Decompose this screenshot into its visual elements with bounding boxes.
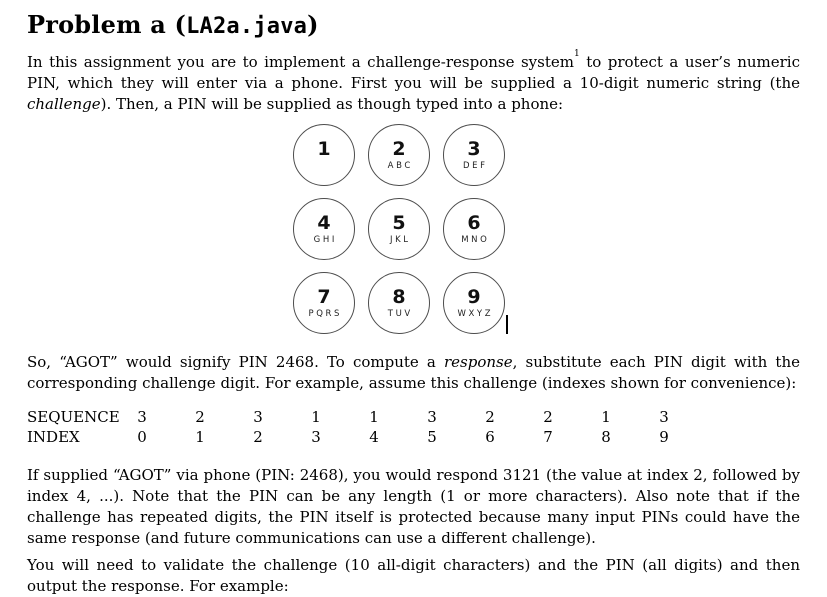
table-cell: 3	[311, 428, 321, 446]
key-letters: MNO	[461, 234, 490, 245]
table-cell: 5	[427, 428, 437, 446]
table-cell: 2	[485, 408, 495, 426]
table-cell: 1	[311, 408, 321, 426]
key-letters	[323, 160, 326, 172]
so-text-2: , substitute each PIN digit with the corresponding challenge digit. For example, assume this challenge (indexes shown for convenience):	[27, 353, 800, 392]
table-cell: 0	[137, 428, 147, 446]
table-cell: 3	[427, 408, 437, 426]
phone-keypad	[293, 124, 505, 334]
text-cursor	[506, 315, 508, 334]
key-digit: 2	[392, 137, 406, 160]
sequence-row	[27, 407, 800, 427]
key-digit: 1	[317, 137, 331, 160]
key-digit: 5	[392, 211, 406, 234]
page-title	[27, 12, 800, 40]
table-cell: 8	[601, 428, 611, 446]
table-cell: 1	[601, 408, 611, 426]
explanation-paragraph: If supplied “AGOT” via phone (PIN: 2468), you would respond 3121 (the value at index 2, followed by index 4, ...). Note that the PIN can be any length (1 or more characters). Also note that if the challenge has repeated digits, the PIN itself is protected because many input PINs could have the same response (and future communications can use a different challenge).	[27, 466, 800, 547]
validation-paragraph: You will need to validate the challenge (10 all-digit characters) and the PIN (all digits) and then output the response. For example:	[27, 556, 800, 595]
key-digit: 9	[467, 285, 481, 308]
key-digit: 8	[392, 285, 406, 308]
table-cell: 6	[485, 428, 495, 446]
challenge-term: challenge	[27, 95, 101, 113]
table-cell: 1	[195, 428, 205, 446]
keypad-key-5	[368, 198, 430, 260]
table-cell: 9	[659, 428, 669, 446]
intro-text-1: In this assignment you are to implement a challenge-response system	[27, 53, 574, 71]
table-cell: 2	[195, 408, 205, 426]
key-letters: TUV	[387, 308, 413, 319]
key-letters: WXYZ	[457, 308, 494, 319]
table-cell: 1	[369, 408, 379, 426]
footnote-marker: 1	[573, 49, 580, 59]
key-digit: 4	[317, 211, 331, 234]
row-label: SEQUENCE	[27, 408, 120, 426]
response-paragraph	[27, 352, 800, 394]
keypad-key-9	[443, 272, 505, 334]
table-cell: 7	[543, 428, 553, 446]
index-row	[27, 427, 800, 447]
keypad-key-4	[293, 198, 355, 260]
title-text: Problem a (	[27, 10, 187, 39]
title-filename: LA2a.java	[186, 14, 308, 39]
intro-paragraph	[27, 49, 800, 115]
keypad-area	[27, 124, 800, 334]
keypad-key-1	[293, 124, 355, 186]
intro-text-2: to protect a user’s numeric PIN, which they will enter via a phone. First you will be supplied a 10-digit numeric string (the	[27, 53, 800, 92]
row-label: INDEX	[27, 428, 80, 446]
challenge-table	[27, 407, 800, 447]
keypad-key-6	[443, 198, 505, 260]
key-letters: DEF	[462, 160, 488, 171]
title-suffix: )	[307, 10, 319, 39]
key-digit: 6	[467, 211, 481, 234]
key-letters: PQRS	[308, 308, 343, 319]
keypad-key-7	[293, 272, 355, 334]
keypad-key-8	[368, 272, 430, 334]
key-digit: 3	[467, 137, 481, 160]
key-digit: 7	[317, 285, 331, 308]
response-term: response	[444, 353, 513, 371]
key-letters: ABC	[387, 160, 413, 171]
table-cell: 3	[659, 408, 669, 426]
table-cell: 2	[543, 408, 553, 426]
table-cell: 3	[137, 408, 147, 426]
key-letters: JKL	[389, 234, 411, 245]
keypad-key-3	[443, 124, 505, 186]
so-text-1: So, “AGOT” would signify PIN 2468. To compute a	[27, 353, 444, 371]
table-cell: 4	[369, 428, 379, 446]
keypad-key-2	[368, 124, 430, 186]
intro-text-3: ). Then, a PIN will be supplied as though typed into a phone:	[100, 95, 564, 113]
key-letters: GHI	[313, 234, 337, 245]
table-cell: 2	[253, 428, 263, 446]
table-cell: 3	[253, 408, 263, 426]
